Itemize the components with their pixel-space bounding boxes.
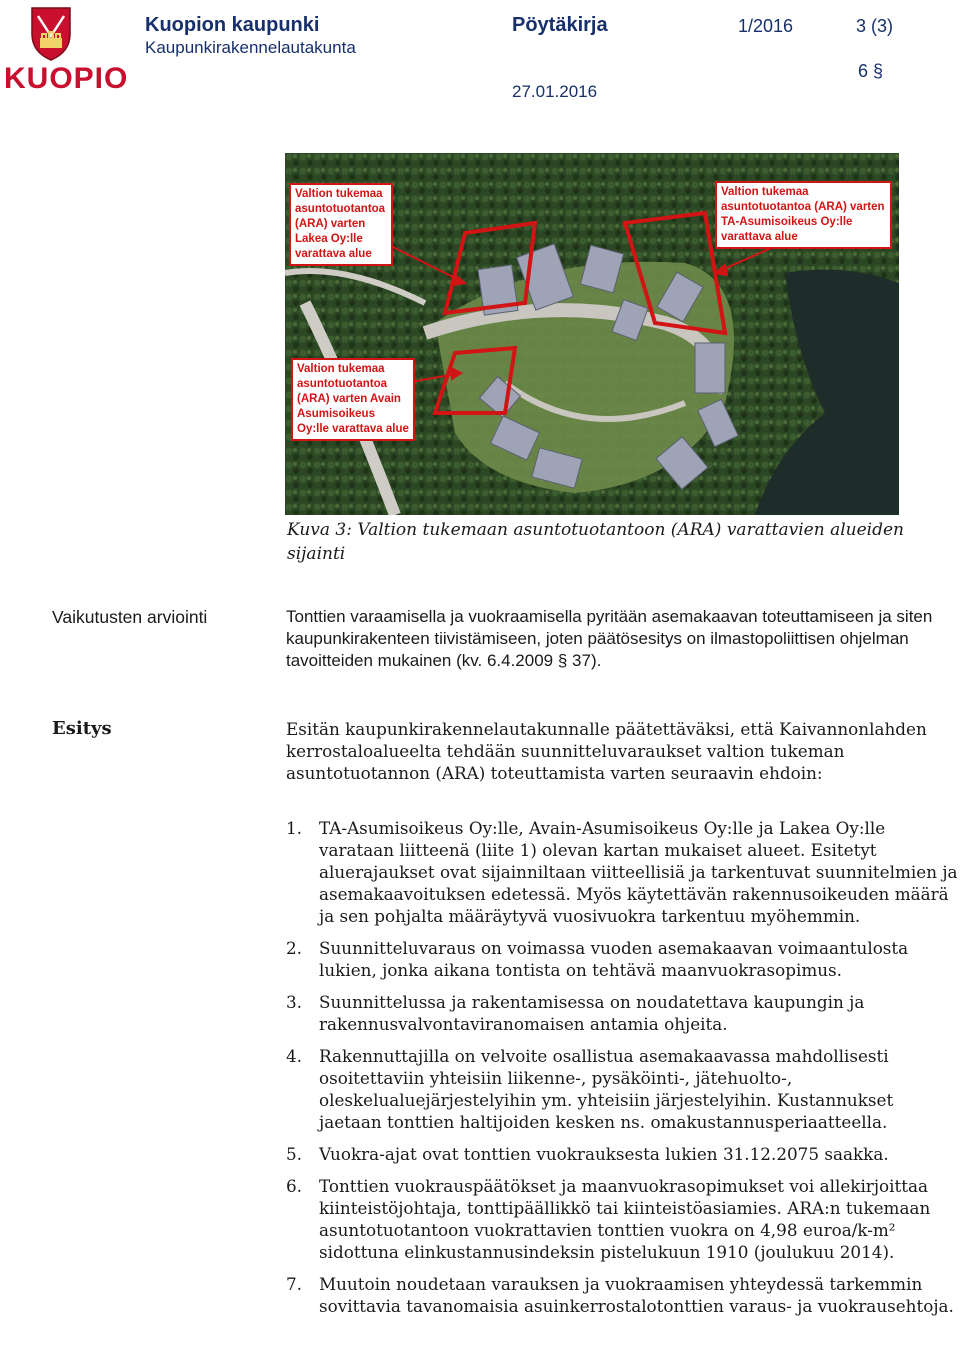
document-type: Pöytäkirja [512, 14, 608, 36]
list-item-text: Suunnittelussa ja rakentamisessa on noudatettava kaupungin ja rakennusvalvontaviranomaisen antamia ohjeita. [319, 992, 865, 1034]
list-item-text: Tonttien vuokrauspäätökset ja maanvuokrasopimukset voi allekirjoittaa kiinteistöjohtaja, tonttipäällikkö tai kiinteistöasiamies. ARA:n tukemaan asuntotuotantoon vuokrattavien tonttien vuokra on 4,98 euroa/k-m² sidottuna elinkustannusindeksin pistelukuun 1910 (joulukuu 2014). [319, 1176, 931, 1262]
committee-name: Kaupunkirakennelautakunta [145, 38, 356, 57]
list-item [286, 1175, 958, 1263]
list-item-number: 7. [286, 1274, 303, 1294]
meeting-date: 27.01.2016 [512, 82, 598, 101]
list-item-number: 1. [286, 818, 303, 838]
section-label-proposal: Esitys [52, 718, 112, 739]
list-item [286, 991, 958, 1035]
list-item-text: Rakennuttajilla on velvoite osallistua asemakaavassa mahdollisesti osoitettaviin yhteisiin liikenne-, pysäköinti-, jätehuolto-, oleskelualuejärjestelyihin ym. yhteisiin järjestelyihin. Kustannukset jaetaan tonttien haltijoiden kesken ns. omakustannusperiaatteella. [319, 1046, 894, 1132]
coat-of-arms-icon [4, 4, 100, 64]
list-item [286, 817, 958, 927]
list-item-number: 5. [286, 1144, 303, 1164]
list-item-text: TA-Asumisoikeus Oy:lle, Avain-Asumisoikeus Oy:lle ja Lakea Oy:lle varataan liitteenä (liite 1) olevan kartan mukaiset alueet. Esitetyt aluerajaukset ovat sijainniltaan viitteellisiä ja tarkentuvat suunnitelmien ja asemakaavoituksen edetessä. Myös käytettävän rakennusoikeuden määrä ja sen pohjalta määräytyvä vuosivuokra tarkentuu myöhemmin. [319, 818, 958, 926]
page-number: 3 (3) [856, 16, 894, 36]
figure-caption: Kuva 3: Valtion tukemaan asuntotuotantoon (ARA) varattavien alueiden sijainti [287, 520, 904, 564]
organization-name: Kuopion kaupunki [145, 14, 320, 36]
logo-wordmark: KUOPIO [4, 62, 129, 95]
list-item-text: Vuokra-ajat ovat tonttien vuokrauksesta lukien 31.12.2075 saakka. [319, 1144, 889, 1164]
list-item [286, 1273, 958, 1317]
conditions-list [286, 817, 958, 1327]
list-item-number: 4. [286, 1046, 303, 1066]
callout-avain: Valtion tukemaa asuntotuotantoa (ARA) varten Avain Asumisoikeus Oy:lle varattava alue [291, 358, 415, 441]
list-item-text: Suunnitteluvaraus on voimassa vuoden asemakaavan voimaantulosta lukien, jonka aikana tontista on tehtävä maanvuokrasopimus. [319, 938, 909, 980]
callout-ta-asumisoikeus: Valtion tukemaa asuntotuotantoa (ARA) varten TA-Asumisoikeus Oy:lle varattava alue [715, 181, 892, 249]
list-item [286, 1143, 958, 1165]
list-item-number: 2. [286, 938, 303, 958]
site-plan-map [285, 153, 899, 515]
proposal-text: Esitän kaupunkirakennelautakunnalle päätettäväksi, että Kaivannonlahden kerrostaloalueelta tehdään suunnitteluvaraukset valtion tukeman asuntotuotannon (ARA) toteuttamista varten seuraavin ehdoin: [286, 719, 927, 783]
document-number: 1/2016 [738, 16, 794, 36]
impact-text: Tonttien varaamisella ja vuokraamisella pyritään asemakaavan toteuttamiseen ja siten kaupunkirakenteen tiivistämiseen, joten päätösesitys on ilmastopoliittisen ohjelman tavoitteiden mukainen (kv. 6.4.2009 § 37). [286, 607, 933, 670]
section-label-impact: Vaikutusten arviointi [52, 607, 208, 627]
list-item-number: 3. [286, 992, 303, 1012]
list-item [286, 937, 958, 981]
list-item-text: Muutoin noudetaan varauksen ja vuokraamisen yhteydessä tarkemmin sovittavia tavanomaisia asuinkerrostalotonttien varaus- ja vuokrausehtoja. [319, 1274, 954, 1316]
list-item [286, 1045, 958, 1133]
paragraph-number: 6 § [858, 61, 884, 81]
callout-lakea: Valtion tukemaa asuntotuotantoa (ARA) varten Lakea Oy:lle varattava alue [289, 183, 393, 266]
list-item-number: 6. [286, 1176, 303, 1196]
